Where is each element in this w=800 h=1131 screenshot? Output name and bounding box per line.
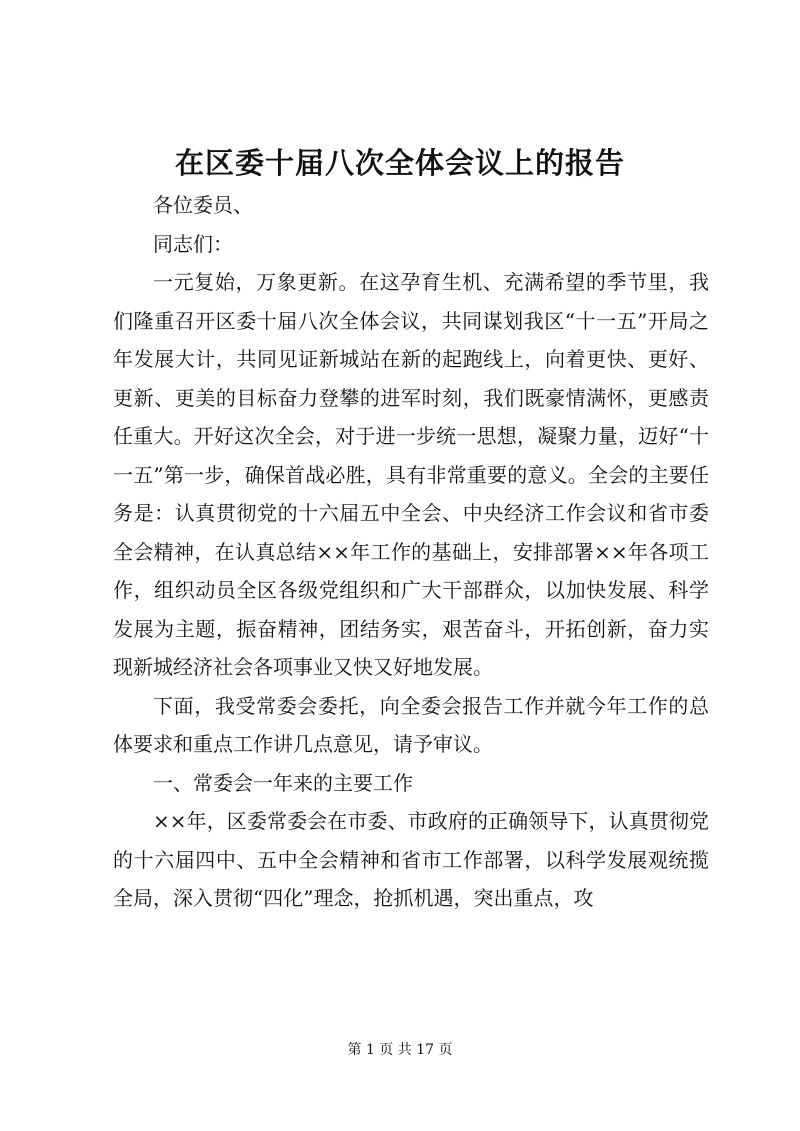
page-number-footer: 第 1 页 共 17 页: [347, 1042, 453, 1058]
salutation-committee: 各位委员、: [153, 193, 253, 217]
salutation-comrades: 同志们：: [153, 231, 233, 256]
document-body: [113, 186, 709, 918]
section-heading-main-work: 一、常委会一年来的主要工作: [153, 770, 413, 795]
body-paragraph-entrusted: 下面，我受常委会委托，向全委会报告工作并就今年工作的总体要求和重点工作讲几点意见，请予审议。: [113, 693, 709, 756]
body-paragraph-review: ××年，区委常委会在市委、市政府的正确领导下，认真贯彻党的十六届四中、五中全会精神和省市工作部署，以科学发展观统揽全局，深入贯彻“四化”理念，抢抓机遇，突出重点，攻: [113, 809, 709, 910]
document-title: 在区委十届八次全体会议上的报告: [174, 146, 625, 180]
body-paragraph-intro: 一元复始，万象更新。在这孕育生机、充满希望的季节里，我们隆重召开区委十届八次全体会议，共同谋划我区“十一五”开局之年发展大计，共同见证新城站在新的起跑线上，向着更快、更好、更新、更美的目标奋力登攀的进军时刻，我们既豪情满怀，更感责任重大。开好这次全会，对于进一步统一思想，凝聚力量，迈好“十一五”第一步，确保首战必胜，具有非常重要的意义。全会的主要任务是：认真贯彻党的十六届五中全会、中央经济工作会议和省市委全会精神，在认真总结××年工作的基础上，安排部署××年各项工作，组织动员全区各级党组织和广大干部群众，以加快发展、科学发展为主题，振奋精神，团结务实，艰苦奋斗，开拓创新，奋力实现新城经济社会各项事业又快又好地发展。: [113, 270, 709, 679]
